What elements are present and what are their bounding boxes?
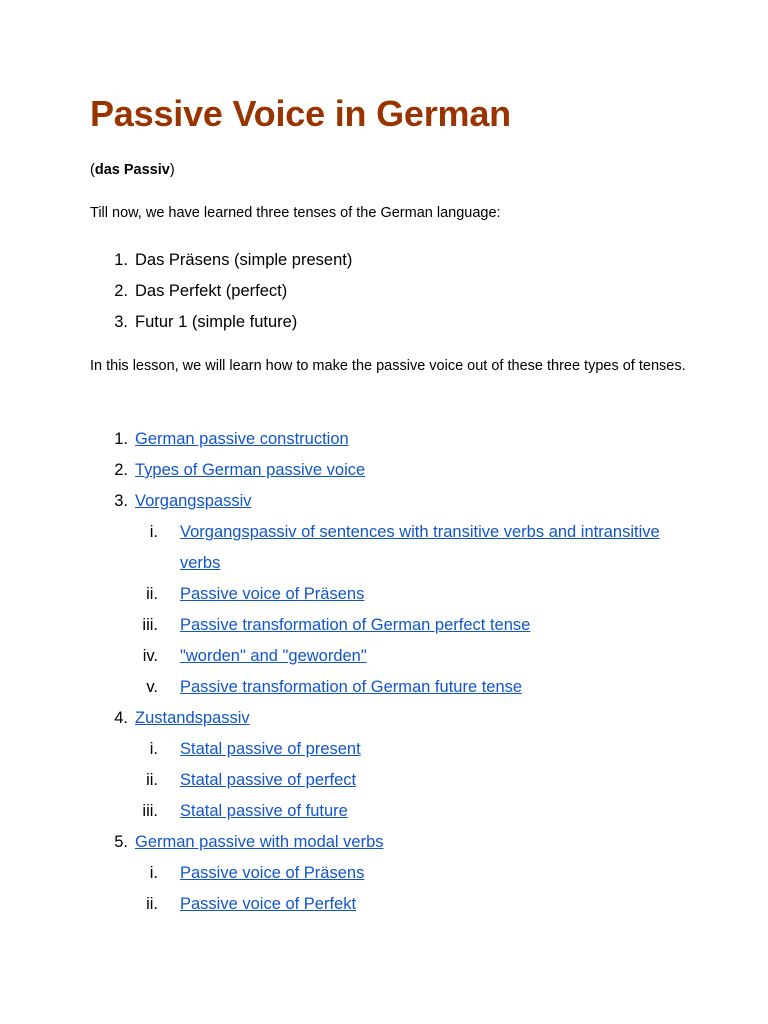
list-number: 3. [114,313,128,331]
toc-link-types-of-passive[interactable]: Types of German passive voice [135,461,366,479]
lesson-paragraph: In this lesson, we will learn how to make the passive voice out of these three types of tenses. [90,358,686,374]
toc-link-zustandspassiv[interactable]: Zustandspassiv [135,709,250,727]
list-item-text: Futur 1 (simple future) [135,313,298,331]
page-title: Passive Voice in German [90,93,511,134]
list-item-text: Das Perfekt (perfect) [135,282,288,300]
toc-number: 3. [114,492,128,510]
toc-subnumber: i. [149,864,158,882]
toc-link-passive-future[interactable]: Passive transformation of German future tense [180,678,523,696]
toc-link-worden-geworden[interactable]: "worden" and "geworden" [180,647,367,665]
toc-subnumber: i. [149,523,158,541]
subtitle [90,160,175,180]
toc-link-german-passive-construction[interactable]: German passive construction [135,430,349,448]
subtitle-open-paren: ( [90,162,95,178]
toc-number: 2. [114,461,128,479]
toc-subnumber: ii. [146,895,158,913]
toc-link-vorgangspassiv[interactable]: Vorgangspassiv [135,492,252,510]
toc-link-modal-verbs[interactable]: German passive with modal verbs [135,833,384,851]
subtitle-close-paren: ) [169,162,175,178]
toc-number: 4. [114,709,128,727]
toc-subnumber: ii. [146,771,158,789]
toc-link-statal-future[interactable]: Statal passive of future [180,802,348,820]
subtitle-bold-term: das Passiv [94,162,170,178]
toc-link-passive-perfect[interactable]: Passive transformation of German perfect tense [180,616,531,634]
intro-paragraph: Till now, we have learned three tenses of the German language: [90,205,501,221]
toc-subnumber: v. [146,678,158,696]
toc-number: 1. [114,430,128,448]
list-number: 1. [114,251,128,269]
toc-link-passive-praesens[interactable]: Passive voice of Präsens [180,585,365,603]
toc-link-vorgangspassiv-transitive[interactable]: Vorgangspassiv of sentences with transitive verbs and intransitive verbs [180,523,660,572]
toc-link-modal-perfekt[interactable]: Passive voice of Perfekt [180,895,357,913]
toc-link-modal-praesens[interactable]: Passive voice of Präsens [180,864,365,882]
toc-subnumber: ii. [146,585,158,603]
toc-subnumber: iii. [142,802,158,820]
toc-number: 5. [114,833,128,851]
list-item-text: Das Präsens (simple present) [135,251,353,269]
list-number: 2. [114,282,128,300]
toc-subnumber: i. [149,740,158,758]
toc-subnumber: iii. [142,616,158,634]
toc-link-statal-present[interactable]: Statal passive of present [180,740,361,758]
toc-subnumber: iv. [142,647,158,665]
toc-link-statal-perfect[interactable]: Statal passive of perfect [180,771,357,789]
